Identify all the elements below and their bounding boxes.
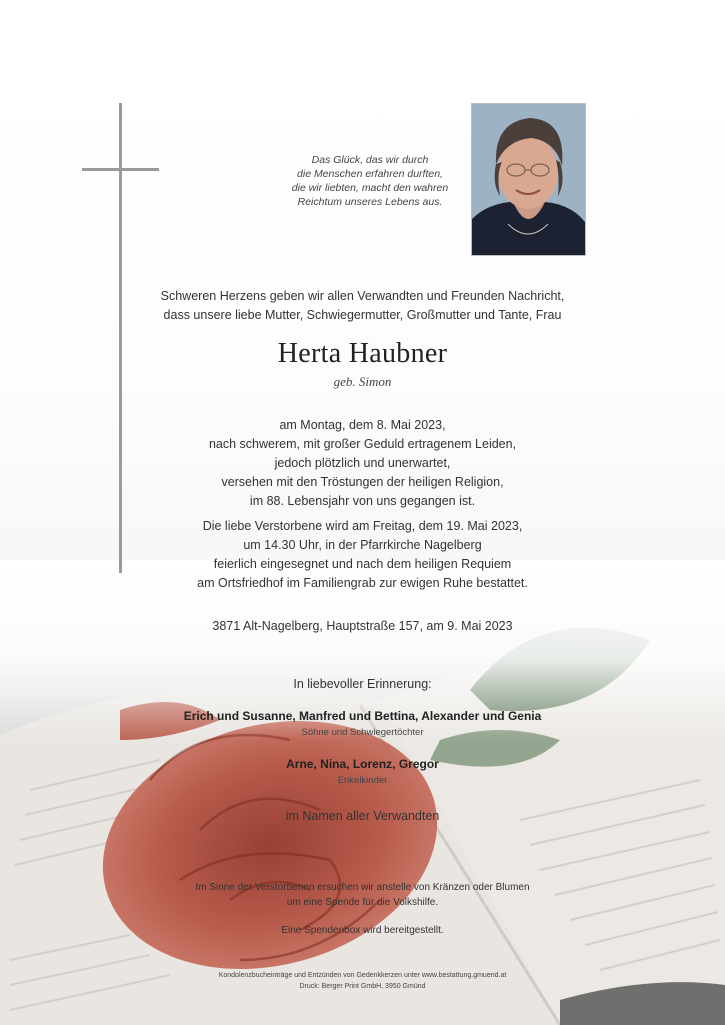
death-notice [0,416,725,511]
place-date: 3871 Alt-Nagelberg, Hauptstraße 157, am 9. Mai 2023 [212,619,513,633]
memorial-quote [250,153,490,209]
donation-box-note: Eine Spendenbox wird bereitgestellt. [281,925,444,936]
funeral-line: Die liebe Verstorbene wird am Freitag, dem 19. Mai 2023, [202,519,523,533]
funeral-line: am Ortsfriedhof im Familiengrab zur ewigen Ruhe bestattet. [197,576,528,590]
funeral-line: feierlich eingesegnet und nach dem heiligen Requiem [213,557,512,571]
cross-icon-horizontal [82,168,159,171]
quote-line: Das Glück, das wir durch [311,154,429,166]
mourners-children: Erich und Susanne, Manfred und Bettina, Alexander und Genia [183,709,542,723]
death-line: am Montag, dem 8. Mai 2023, [279,418,446,432]
mourners-grandchildren: Arne, Nina, Lorenz, Gregor [286,757,439,771]
death-line: nach schwerem, mit großer Geduld ertragenem Leiden, [208,437,517,451]
deceased-name: Herta Haubner [277,338,448,369]
death-line: jedoch plötzlich und unerwartet, [274,456,451,470]
funeral-notice [0,517,725,593]
footer-line: Druck: Berger Print GmbH, 3950 Gmünd [299,983,426,990]
intro-line: Schweren Herzens geben wir allen Verwandten und Freunden Nachricht, [160,289,565,303]
death-line: versehen mit den Tröstungen der heiligen Religion, [221,475,504,489]
birth-name: geb. Simon [333,374,392,389]
footer-line: Kondolenzbucheinträge und Entzünden von Gedenkkerzen unter www.bestattung.gmuend.at [218,972,507,979]
quote-line: die wir liebten, macht den wahren [291,182,449,194]
donation-request [0,880,725,910]
intro-line: dass unsere liebe Mutter, Schwiegermutter, Großmutter und Tante, Frau [163,308,562,322]
mourners-grandchildren-relation: Enkelkinder [337,775,388,786]
footer [0,970,725,992]
memory-heading: In liebevoller Erinnerung: [293,677,432,691]
relatives-line: im Namen aller Verwandten [285,809,440,823]
donation-line: Im Sinne der Verstorbenen ersuchen wir anstelle von Kränzen oder Blumen [195,882,530,893]
mourners-children-relation: Söhne und Schwiegertöchter [301,727,424,738]
quote-line: die Menschen erfahren durften, [297,168,443,180]
portrait-photo [471,103,586,256]
quote-line: Reichtum unseres Lebens aus. [297,196,443,208]
funeral-line: um 14.30 Uhr, in der Pfarrkirche Nagelberg [243,538,482,552]
intro-text [0,287,725,325]
donation-line: um eine Spende für die Volkshilfe. [286,897,439,908]
death-line: im 88. Lebensjahr von uns gegangen ist. [249,494,476,508]
